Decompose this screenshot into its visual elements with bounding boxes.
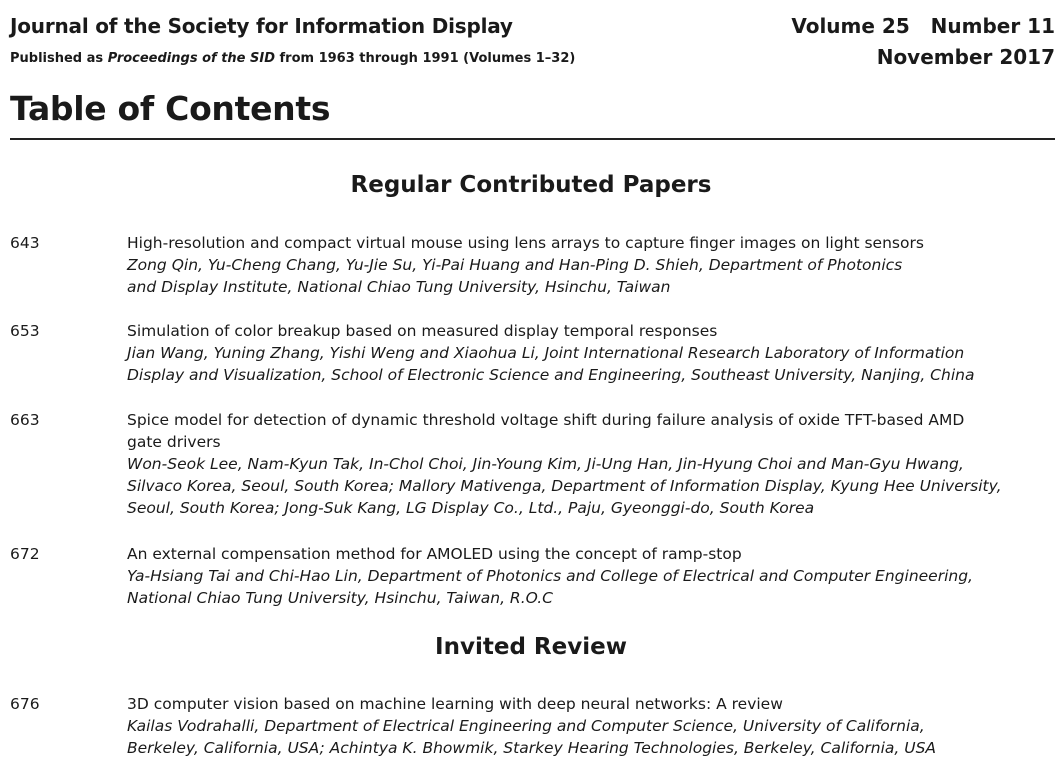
- article-title-line[interactable]: High-resolution and compact virtual mouse using lens arrays to capture finger images on light sensors: [127, 234, 924, 252]
- page-number: 672: [10, 545, 40, 563]
- authors-line: Seoul, South Korea; Jong-Suk Kang, LG Display Co., Ltd., Paju, Gyeonggi-do, South Korea: [127, 499, 815, 517]
- article-title-line[interactable]: 3D computer vision based on machine learning with deep neural networks: A review: [127, 695, 783, 713]
- published-suffix: from 1963 through 1991 (Volumes 1–32): [275, 51, 576, 66]
- section-heading-regular: Regular Contributed Papers: [350, 172, 712, 198]
- authors-line: Ya-Hsiang Tai and Chi-Hao Lin, Department of Photonics and College of Electrical and Computer Engineering,: [127, 567, 973, 585]
- page-number: 653: [10, 322, 40, 340]
- article-authors: [127, 342, 1037, 386]
- authors-line: Zong Qin, Yu-Cheng Chang, Yu-Jie Su, Yi-Pai Huang and Han-Ping D. Shieh, Department of Photonics: [127, 256, 903, 274]
- authors-line: and Display Institute, National Chiao Tung University, Hsinchu, Taiwan: [127, 278, 671, 296]
- article-authors: [127, 254, 1037, 298]
- article-title[interactable]: [127, 693, 1037, 715]
- heading-rule: [10, 138, 1055, 140]
- authors-line: Silvaco Korea, Seoul, South Korea; Mallory Mativenga, Department of Information Display, Kyung Hee University,: [127, 477, 1002, 495]
- article-title[interactable]: [127, 232, 1037, 254]
- masthead: [10, 14, 1055, 74]
- page-number: 643: [10, 234, 40, 252]
- journal-title: Journal of the Society for Information Display: [10, 14, 513, 38]
- authors-line: Won-Seok Lee, Nam-Kyun Tak, In-Chol Choi, Jin-Young Kim, Ji-Ung Han, Jin-Hyung Choi and Man-Gyu Hwang,: [127, 455, 964, 473]
- article-title-line[interactable]: Simulation of color breakup based on measured display temporal responses: [127, 322, 718, 340]
- article-authors: [127, 715, 1037, 759]
- article-authors: [127, 453, 1037, 519]
- article-title-line[interactable]: Spice model for detection of dynamic threshold voltage shift during failure analysis of oxide TFT-based AMD: [127, 411, 965, 429]
- article-title[interactable]: [127, 409, 1037, 453]
- authors-line: Jian Wang, Yuning Zhang, Yishi Weng and Xiaohua Li, Joint International Research Laboratory of Information: [127, 344, 965, 362]
- volume-number: Volume 25 Number 11: [791, 14, 1055, 38]
- page-number: 663: [10, 411, 40, 429]
- article-authors: [127, 565, 1037, 609]
- article-title-line[interactable]: gate drivers: [127, 433, 221, 451]
- page-title: Table of Contents: [10, 89, 331, 128]
- published-italic: Proceedings of the SID: [107, 51, 275, 66]
- authors-line: Kailas Vodrahalli, Department of Electrical Engineering and Computer Science, University of California,: [127, 717, 925, 735]
- article-title-line[interactable]: An external compensation method for AMOLED using the concept of ramp-stop: [127, 545, 742, 563]
- published-prefix: Published as: [10, 51, 108, 66]
- published-as-note: [10, 51, 575, 66]
- article-title[interactable]: [127, 320, 1037, 342]
- authors-line: Display and Visualization, School of Electronic Science and Engineering, Southeast University, Nanjing, China: [127, 366, 975, 384]
- section-heading-invited: Invited Review: [435, 634, 627, 660]
- article-title[interactable]: [127, 543, 1037, 565]
- issue-date: November 2017: [876, 45, 1055, 69]
- authors-line: Berkeley, California, USA; Achintya K. Bhowmik, Starkey Hearing Technologies, Berkeley, California, USA: [127, 739, 937, 757]
- authors-line: National Chiao Tung University, Hsinchu, Taiwan, R.O.C: [127, 589, 553, 607]
- page-number: 676: [10, 695, 40, 713]
